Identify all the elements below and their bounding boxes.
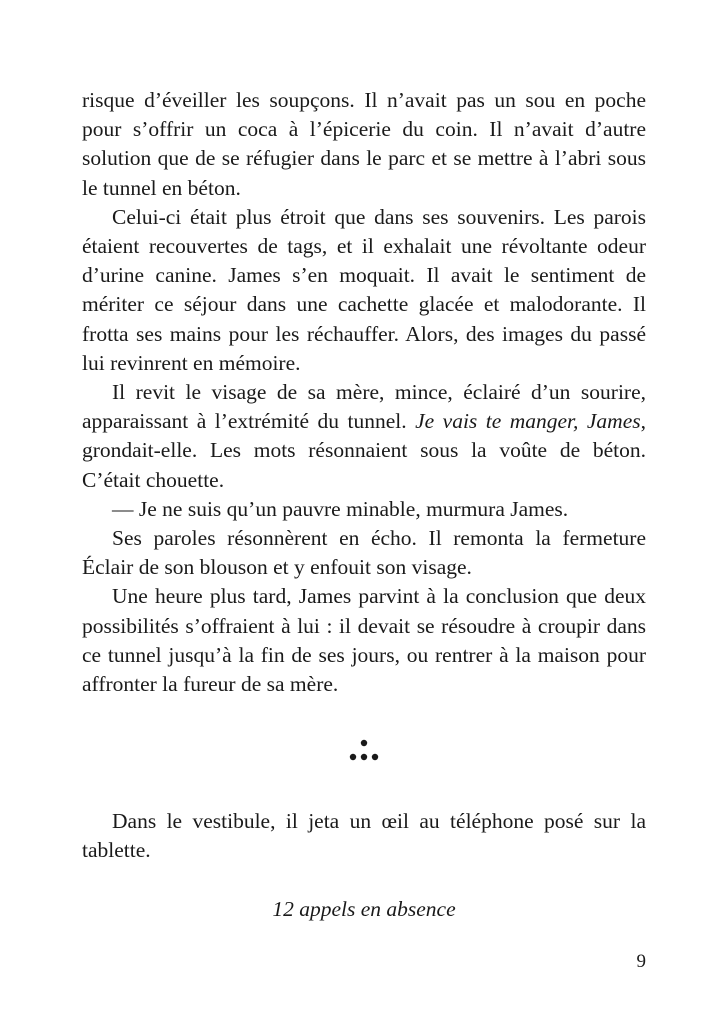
paragraph-memory-italic: Je vais te manger, James xyxy=(415,409,641,434)
page-body xyxy=(82,86,646,924)
missed-calls-line: 12 appels en absence xyxy=(272,896,456,921)
paragraph-memory-before: Il revit le visage de sa mère, mince, éclairé d’un sourire, apparaissant à l’extrémité du tunnel. xyxy=(82,380,646,434)
paragraph-memory xyxy=(82,378,646,495)
paragraph-tunnel: Celui-ci était plus étroit que dans ses souvenirs. Les parois étaient recouvertes de tags, et il exhalait une révoltante odeur d’urine canine. James s’en moquait. Il avait le sentiment de mériter ce séjour dans une cachette glacée et malodorante. Il frotta ses mains pour les réchauffer. Alors, des images du passé lui revinrent en mémoire. xyxy=(82,204,646,375)
three-dots-ornament-icon xyxy=(347,737,381,763)
dialogue-line: — Je ne suis qu’un pauvre minable, murmura James. xyxy=(112,496,569,521)
section-separator xyxy=(82,699,646,807)
paragraph-echo: Ses paroles résonnèrent en écho. Il remonta la fermeture Éclair de son blouson et y enfouit son visage. xyxy=(82,526,646,580)
paragraph-conclusion: Une heure plus tard, James parvint à la conclusion que deux possibilités s’offraient à lui : il devait se résoudre à croupir dans ce tunnel jusqu’à la fin de ses jours, ou rentrer à la maison pour affronter la fureur de sa mère. xyxy=(82,584,646,697)
paragraph-memory-after: , grondait-elle. Les mots résonnaient sous la voûte de béton. C’était chouette. xyxy=(82,409,646,492)
paragraph-vestibule: Dans le vestibule, il jeta un œil au téléphone posé sur la tablette. xyxy=(82,809,646,863)
paragraph-continuation: risque d’éveiller les soupçons. Il n’avait pas un sou en poche pour s’offrir un coca à l’épicerie du coin. Il n’avait d’autre solution que de se réfugier dans le parc et se mettre à l’abri sous le tunnel en béton. xyxy=(82,88,646,200)
page-number: 9 xyxy=(636,951,646,972)
